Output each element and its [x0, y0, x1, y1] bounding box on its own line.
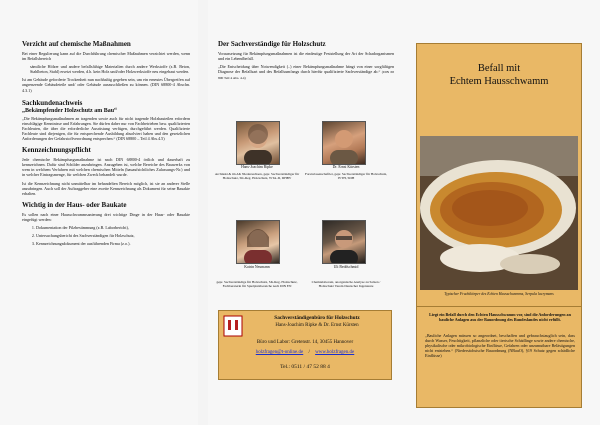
- paragraph: „Die Bekämpfungsmaßnahmen an tragenden sowie auch für nicht tragende Holzbauteilen erfordern einschlägige Kenntnisse und Erfahrungen. Sie dürfen daher nur von Fachbetrieben bzw. qualifizierten Fachleuten, die über die erforderliche Ausrüstung verfügen, durchgeführt werden. Qualifizierte Fachleute sind diejenigen, die für entsprechende Ausbildung absolviert haben und den gesetzlichen Anforderungen der Gefahrstoffverordnung entsprechen.“ (DIN 68800 – Teil 4 Abs.4.5): [22, 115, 190, 142]
- list-item: 3. Kennzeichnungsdokument der ausführenden Firma (z.o.).: [36, 241, 190, 246]
- person-name: Uli Beddschmid: [333, 265, 359, 269]
- website-link[interactable]: www.holzfragen.de: [315, 350, 355, 355]
- paragraph: Ist am Gebäude geforderte Trockenheit nun nachhaltig gegeben sein, um ein erneutes Übergreifen auf angrenzende Gebäudeteile und/ oder Gebäude auszuschließen zu können. (DIN 68800-4 Abschn. 4.3.1): [22, 77, 190, 93]
- cover-title-line: Befall mit: [477, 63, 521, 74]
- paragraph: Jede chemische Bekämpfungsmaßnahme ist nach DIN 68800-4 örtlich und dauerhaft zu kennzeichnen. Dafür sind Schilder anzubringen. Anzugeben ist, welche Bereiche des Bauwerks von wem in welchem Verfahren mit welchen chemischen Mitteln (bauaufsichtliches Zulassungs-Nr.) und in welcher Eintragsmenge, für welchen Zweck behandelt wurde.: [22, 157, 190, 178]
- quote-text: „Die Entscheidung über Notwendigkeit (..) einer Bekämpfungsmaßnahme hängt von einer sorgfältigen Diagnose der Befallsart und des Befallsumfangs durch hierfür qualifizierte Sachverständige ab.“: [218, 64, 394, 75]
- paragraph: Voraussetzung für Bekämpfungsmaßnahmen ist die eindeutige Feststellung der Art der Schadorganismen und ein Lebendbefall.: [218, 51, 394, 62]
- contact-links: holzfragen@t-online.de / www.holzfragen.de: [255, 350, 355, 355]
- list-item: 2. Untersuchungsbericht des Sachverständigen für Holzschutz,: [36, 233, 190, 238]
- person-desc: Chemielaborant, anorganische Analyse zu Salzen / Holzschutz Verein Deutscher Ingenieure: [311, 280, 381, 289]
- section-title-chemical: Verzicht auf chemische Maßnahmen: [22, 40, 131, 48]
- portrait-photo-beddschmid: [322, 220, 366, 264]
- section-title-expert: Der Sachverständige für Holzschutz: [218, 40, 326, 48]
- contact-address: Büro und Labor: Gretenstr. 14, 30455 Hannover: [256, 340, 354, 345]
- person-silhouette-icon: [323, 122, 365, 164]
- person-silhouette-icon: [323, 221, 365, 263]
- list-item: 1. Dokumentation der Pilzbestimmung (z.B. Laborbericht),: [36, 225, 190, 230]
- section-title-bauakte: Wichtig in der Haus- oder Baukate: [22, 200, 127, 209]
- photo-caption: Typischer Fruchtkörper des Echten Hausschwamms, Serpula lacrymans: [444, 292, 554, 296]
- contact-title: Sachverständigenbüro für Holzschutz: [274, 315, 360, 321]
- portrait-photo-kuersten: [322, 121, 366, 165]
- fungus-image-icon: [420, 136, 578, 290]
- warning-bold-text: Liegt ein Befall durch den Echten Hausschwamm vor, sind die Anforderungen an bauliche Anlagen aus der Bauordnung des Bundeslandes nicht erfüllt.: [429, 312, 571, 322]
- person-name: Dr. Ernst Kürsten: [332, 165, 360, 169]
- section-subtitle: „Bekämpfender Holzschutz am Bau“: [22, 107, 118, 114]
- person-desc: gepr. Sachverständige für Holzschutz, SK-Reg. Holzschutz, Fachberaterin für Spielplatzbereiche nach DIN EN: [216, 280, 298, 289]
- person-silhouette-icon: [237, 221, 279, 263]
- fungus-photo: [420, 136, 578, 290]
- paragraph: Bei einer Regulierung kann auf die Durchführung chemischer Maßnahmen verzichtet werden, wenn im Befallsbereich: [22, 51, 190, 62]
- logo-icon: [223, 315, 243, 337]
- cover-panel: [416, 43, 582, 408]
- person-desc: Architekt & im AK Niedersachsen, gepr. Sachverständiger für Holzschutz, SK-Reg. Holzschutz, WTA-D, DHBV: [214, 172, 300, 181]
- paragraph: Es sollen nach einer Hausschwammsanierung drei wichtige Dinge in der Haus- oder Bauakte eingefügt werden:: [22, 211, 190, 222]
- right-column: [400, 0, 600, 425]
- paragraph: sämtliche Hölzer und andere befallsfähige Materialien durch andere Werkstoffe (z.B. Beton, Stahlbeton, Stahl) ersetzt werden, d.h. kein Holz und/oder Holzwerkstoffe neu eingebaut werden.: [30, 64, 190, 75]
- cover-title-line: Echtem Hausschwamm: [449, 76, 549, 87]
- person-name: Hans-Joachim Ripke: [241, 165, 273, 169]
- person-name: Katrin Neumann: [244, 265, 270, 269]
- portrait-photo-ripke: [236, 121, 280, 165]
- person-silhouette-icon: [237, 122, 279, 164]
- paragraph: Ist die Kennzeichnung nicht unmittelbar im behandelten Bereich möglich, ist sie an anderer Stelle anzubringen. Auch soll der Auftraggeber eine zweite Kennzeichnung als Dokument für seine Bauakte erhalten.: [22, 180, 190, 196]
- divider: [417, 306, 581, 307]
- contact-box: [218, 310, 392, 380]
- email-link[interactable]: holzfragen@t-online.de: [255, 350, 304, 355]
- cover-title: [417, 62, 581, 88]
- quote-reference: (DIN 68 800 Teil 4 Abs. 4.4): [218, 70, 394, 81]
- person-desc: Forstwissenschaftler, gepr. Sachverständiger für Holzschutz, IVTH, SDH: [304, 172, 388, 181]
- din-quote: [218, 64, 394, 81]
- portrait-photo-neumann: [236, 220, 280, 264]
- contact-names: Hans-Joachim Ripke & Dr. Ernst Kürsten: [275, 323, 359, 328]
- contact-phone: Tel.: 0511 / 47 52 88 4: [280, 364, 330, 370]
- bauakte-list: [22, 225, 190, 246]
- section-title-sachkunde: Sachkundenachweis: [22, 98, 83, 107]
- nbauo-quote: „Bauliche Anlagen müssen so angeordnet, beschaffen und gebrauchstauglich sein, dass durch Wasser, Feuchtigkeit, pflanzliche oder tierische Schädlinge sowie andere chemische, physikalische oder mikrobiologische Einflüsse, Gefahren oder unzumutbare Belästigungen nicht entstehen.“ (Niedersächsische Bauordnung (NBauO), §19 Schutz gegen schädliche Einflüsse): [425, 333, 575, 358]
- section-title-kennzeichnung: Kennzeichnungspflicht: [22, 146, 91, 155]
- left-column: [0, 0, 198, 425]
- middle-column: [208, 0, 400, 425]
